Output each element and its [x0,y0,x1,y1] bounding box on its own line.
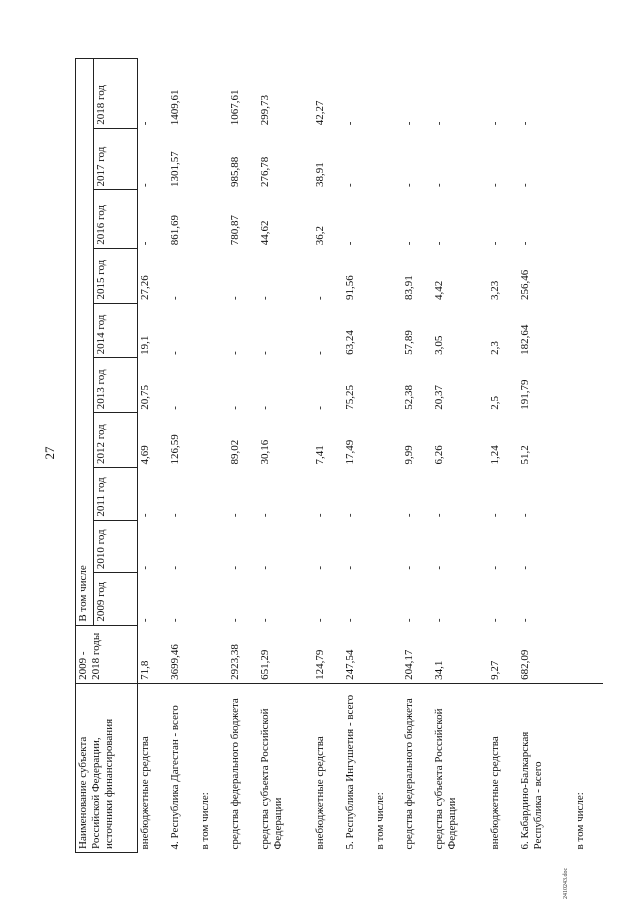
row-total: 9,27 [488,660,501,680]
row-value: - [433,618,446,623]
row-value: - [139,241,151,246]
row-value: 985,88 [228,156,241,187]
row-value [373,190,403,248]
row-value: 51,2 [518,445,531,465]
row-value: 63,24 [343,330,356,355]
row-value: 30,16 [258,439,271,465]
row-total: 71,8 [139,660,151,680]
row-name: в том числе: [198,683,228,852]
row-value: - [314,565,327,570]
row-value: - [314,351,327,355]
row-value: 38,91 [314,162,327,187]
row-value: - [488,183,501,187]
row-value: - [488,565,501,570]
row-value: - [343,618,356,623]
row-value: 861,69 [169,214,182,246]
row-value: - [518,513,531,518]
table-row [518,59,574,853]
row-value: - [433,241,446,246]
row-total: 124,79 [314,649,327,680]
row-value [373,468,403,521]
header-year: 2015 год [94,248,138,303]
row-value: - [403,618,416,623]
header-year: 2014 год [94,303,138,358]
header-year: 2012 год [94,413,138,468]
row-value: 27,26 [139,275,151,301]
row-name: средства федерального бюджета [228,683,258,852]
table-row [168,59,198,853]
row-value: - [488,618,501,623]
table-row [573,59,603,853]
row-value [573,59,603,129]
row-value: - [139,513,151,518]
header-year: 2018 год [94,59,138,129]
row-value: 1,24 [488,445,501,465]
row-value: 182,64 [518,324,531,355]
row-value: 299,73 [258,95,271,126]
row-value: - [433,121,446,126]
row-name: в том числе: [573,683,603,852]
row-value: 6,26 [433,445,446,465]
row-value: - [258,351,271,355]
row-value [573,520,603,573]
row-name: средства федерального бюджета [402,683,432,852]
row-value: - [518,183,531,187]
row-value: 7,41 [314,445,327,465]
row-value: - [169,406,182,410]
row-total: 2923,38 [228,644,241,680]
row-name: в том числе: [373,683,403,852]
row-value: - [169,513,182,518]
row-value: - [258,513,271,518]
row-value: - [258,565,271,570]
row-value: 2,3 [488,341,501,355]
row-value [373,303,403,358]
row-value [573,128,603,190]
row-value: 52,38 [403,384,416,410]
row-total: 651,29 [258,649,271,680]
row-value: 20,37 [433,384,446,410]
row-value: 256,46 [518,269,531,301]
row-value [198,303,228,358]
row-value: 9,99 [403,445,416,465]
row-value: 44,62 [258,220,271,246]
row-total: 682,09 [518,649,531,680]
row-value: 19,1 [139,335,151,355]
row-name: внебюджетные средства [488,683,518,852]
row-name: средства субъекта Российской Федерации [432,683,488,852]
row-value: 20,75 [139,384,151,410]
row-value [198,573,228,626]
row-value: - [169,565,182,570]
row-value [198,248,228,303]
row-value: - [403,513,416,518]
row-value: 89,02 [228,439,241,465]
header-year: 2009 год [94,573,138,626]
financing-table [75,58,603,853]
header-year: 2011 год [94,468,138,521]
row-total: 3699,46 [169,644,182,680]
row-name: 5. Республика Ингушетия - всего [343,683,373,852]
row-value: - [488,513,501,518]
row-value: - [433,513,446,518]
header-year: 2017 год [94,128,138,190]
row-name: внебюджетные средства [313,683,343,852]
row-value: - [314,513,327,518]
row-value: - [403,183,416,187]
row-value [373,520,403,573]
row-name: внебюджетные средства [138,683,169,852]
table-row [228,59,258,853]
row-value: 42,27 [314,100,327,126]
row-value [198,413,228,468]
header-year: 2010 год [94,520,138,573]
table-row [343,59,373,853]
row-value [373,59,403,129]
row-value: 126,59 [169,434,182,465]
row-value [198,190,228,248]
row-value [573,303,603,358]
row-value: - [433,183,446,187]
row-value [198,358,228,413]
row-value: - [228,406,241,410]
row-value: - [343,565,356,570]
row-value: 3,23 [488,280,501,301]
row-value [573,413,603,468]
row-value: - [139,618,151,623]
row-name: 4. Республика Дагестан - всего [168,683,198,852]
row-total: 34,1 [433,660,446,680]
row-value [198,59,228,129]
row-value: - [169,296,182,301]
row-value: - [258,296,271,301]
row-value: - [258,618,271,623]
row-value: - [139,121,151,126]
row-value: - [169,351,182,355]
row-total: 247,54 [343,649,356,680]
row-value: - [139,183,151,187]
header-year: 2013 год [94,358,138,413]
header-total-column: 2009 - 2018 годы [76,625,138,683]
row-value: - [403,565,416,570]
row-value: 1301,57 [169,151,182,187]
row-value: - [403,121,416,126]
table-row [198,59,228,853]
table-row [402,59,432,853]
row-value: - [343,121,356,126]
row-value: - [488,241,501,246]
row-value: 3,05 [433,335,446,355]
page-number: 27 [42,446,57,460]
row-value [373,248,403,303]
row-value: - [343,513,356,518]
row-value: - [518,565,531,570]
row-value: - [228,351,241,355]
row-value: - [343,241,356,246]
table-row [258,59,314,853]
row-value: 276,78 [258,156,271,187]
row-value: - [314,618,327,623]
row-value: 36,2 [314,225,327,246]
row-value [373,413,403,468]
row-value: - [228,618,241,623]
row-value: 4,69 [139,445,151,465]
table-row [138,59,169,853]
row-total [373,625,403,683]
row-total [198,625,228,683]
row-value [573,468,603,521]
row-value: - [518,241,531,246]
table-row [488,59,518,853]
row-value: 83,91 [403,275,416,301]
row-value [198,520,228,573]
header-group-label: В том числе [76,59,94,626]
row-value: - [258,406,271,410]
row-value [373,358,403,413]
footer-filename: 2410243.doc [563,867,569,899]
row-value: - [169,618,182,623]
row-value: - [314,406,327,410]
row-name: 6. Кабардино-Балкарская Республика - всего [518,683,574,852]
row-value: 1067,61 [228,89,241,126]
row-value [198,468,228,521]
row-value: - [518,121,531,126]
row-value: - [228,296,241,301]
row-value [198,128,228,190]
row-value: 75,25 [343,384,356,410]
row-value: 191,79 [518,379,531,410]
row-value [373,128,403,190]
row-value: - [228,565,241,570]
row-value: - [488,121,501,126]
row-value: - [314,296,327,301]
row-value: 4,42 [433,280,446,301]
row-value: 780,87 [228,214,241,246]
row-value [573,358,603,413]
row-value: 57,89 [403,330,416,355]
row-total: 204,17 [403,649,416,680]
row-value: 1409,61 [169,89,182,126]
row-name: средства субъекта Российской Федерации [258,683,314,852]
row-value: - [518,618,531,623]
header-year: 2016 год [94,190,138,248]
row-total [573,625,603,683]
row-value: - [343,183,356,187]
row-value: - [433,565,446,570]
row-value: - [228,513,241,518]
row-value [573,573,603,626]
row-value: 91,56 [343,275,356,301]
row-value [373,573,403,626]
rotated-table-container [75,58,603,853]
row-value: 2,5 [488,395,501,410]
row-value [573,190,603,248]
table-row [373,59,403,853]
row-value: - [403,241,416,246]
table-row [313,59,343,853]
row-value [573,248,603,303]
table-row [432,59,488,853]
row-value: - [139,565,151,570]
header-name-column: Наименование субъекта Российской Федерации, источники финансирования [76,683,138,852]
row-value: 17,49 [343,439,356,465]
